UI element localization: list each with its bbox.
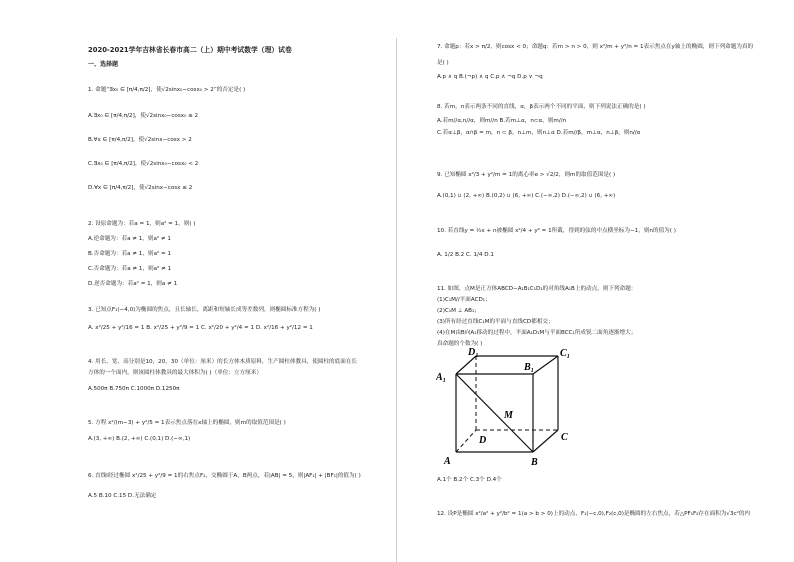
question-q10-stem: 10. 若直线y = ½x + n被椭圆 x²/4 + y² = 1所截，得到的弦的中点横坐标为−1，则n的值为( ) xyxy=(437,228,676,234)
question-q4-stem: 4. 用长、宽、高分别是10，20，30（单位：厘米）的长方体木质原料，生产圆柱体教具，使圆柱的底面在长 xyxy=(88,359,358,365)
question-q9-line: A.(0,1) ∪ (2, +∞) B.(0,2) ∪ (6, +∞) C.(−∞,2) D.(−∞,2) ∪ (6, +∞) xyxy=(437,193,616,199)
question-q11-line: (4)在M由B向A₁移动的过程中，平面A₁D₁M与平面BCC₁所成锐二面角逐渐增大； xyxy=(437,330,637,336)
question-q7-line: A.p ∧ q B.(¬p) ∧ q C.p ∧ ¬q D.p ∨ ¬q xyxy=(437,74,543,80)
question-q3-line: A. x²/25 + y²/16 = 1 B. x²/25 + y²/9 = 1 C. x²/20 + y²/4 = 1 D. x²/16 + y²/12 = 1 xyxy=(88,325,313,331)
label-b: B xyxy=(531,457,538,468)
question-q8-line: A.若m//α,n//α，则m//n B.若m⊥α，n⊂α，则m//n xyxy=(437,118,567,124)
question-q2-line: C.否命题为：若a ≠ 1，则a² ≠ 1 xyxy=(88,266,172,272)
question-q6-stem: 6. 直线l经过椭圆 x²/25 + y²/9 = 1的右焦点F₂，交椭圆于A，B两点，若|AB| = 5，则|AF₁| + |BF₁|的值为( ) xyxy=(88,473,361,479)
label-d: D xyxy=(479,435,487,446)
question-q10-line: A. 1/2 B.2 C. 1/4 D.1 xyxy=(437,252,494,258)
question-q9-stem: 9. 已知椭圆 x²/3 + y²/m = 1的离心率e > √2/2，则m的取值范围是( ) xyxy=(437,172,616,178)
label-a1: A₁ xyxy=(436,372,447,383)
edge-bc xyxy=(533,430,558,452)
label-c: C xyxy=(561,432,568,443)
edge-b1c1 xyxy=(533,356,558,374)
question-q1-line: A.∃x₀ ∈ [π/4,π/2]，使√2sinx₀−cosx₀ ≤ 2 xyxy=(88,113,199,119)
question-q4-line: 方体的一个面内，则该圆柱体教具的最大体积为( )（单位：立方厘米） xyxy=(88,370,262,376)
exam-title: 2020-2021学年吉林省长春市高二（上）期中考试数学（理）试卷 xyxy=(88,46,292,54)
question-q11-stem: 11. 如图，点M是正方体ABCD−A₁B₁C₁D₁的对角线A₁B上的动点，则下列命题： xyxy=(437,286,637,292)
question-q11-line: (1)C₁M//平面ACD₁； xyxy=(437,297,491,303)
question-q2-line: B.否命题为：若a ≠ 1，则a² = 1 xyxy=(88,251,172,257)
question-q11-line: (3)所有经过直线C₁M的平面与直线CD都相交； xyxy=(437,319,554,325)
question-q12-stem: 12. 设P是椭圆 x²/a² + y²/b² = 1(a > b > 0)上的动点，F₁(−c,0),F₂(c,0)是椭圆的左右焦点，若△PF₁F₂存在面积为√3c²的内 xyxy=(437,511,751,517)
question-q8-line: C.若α⊥β，α∩β = m，n ⊂ β，n⊥m，则n⊥α D.若m//β，m⊥α，n⊥β，则n//α xyxy=(437,130,641,136)
label-d1: D₁ xyxy=(468,348,479,358)
cube-figure xyxy=(436,348,586,473)
column-divider xyxy=(396,38,397,562)
question-q7-line: 是( ) xyxy=(437,60,449,66)
question-q1-stem: 1. 命题“∃x₀ ∈ [π/4,π/2]，使√2sinx₀−cosx₀ > 2”的否定是( ) xyxy=(88,87,246,93)
question-q2-line: D.逆否命题为：若a² = 1，则a ≠ 1 xyxy=(88,281,178,287)
question-q5-line: A.(3, +∞) B.(2, +∞) C.(0,1) D.(−∞,1) xyxy=(88,436,191,442)
label-m: M xyxy=(504,410,513,421)
question-q7-stem: 7. 命题p：若x > π/2，则cosx < 0；命题q：若m > n > 0，则 x²/m + y²/n = 1表示焦点在y轴上的椭圆，则下列命题为真的 xyxy=(437,44,754,50)
question-q2-stem: 2. 设原命题为：若a = 1，则a² = 1，则( ) xyxy=(88,221,196,227)
edge-a1d1 xyxy=(456,356,476,374)
label-a: A xyxy=(444,456,451,467)
hidden-edge-ad xyxy=(456,430,476,452)
question-q1-line: B.∀x ∈ [π/4,π/2]，使√2sinx−cosx > 2 xyxy=(88,137,192,143)
label-b1: B₁ xyxy=(524,362,535,373)
question-q1-line: C.∃x₀ ∈ [π/4,π/2]，使√2sinx₀−cosx₀ < 2 xyxy=(88,161,199,167)
section-heading: 一、选择题 xyxy=(88,61,119,68)
diagonal-a1b xyxy=(456,374,533,452)
question-q6-line: A.5 B.10 C.15 D.无法确定 xyxy=(88,493,157,499)
question-q1-line: D.∀x ∈ [π/4,π/2]，使√2sinx−cosx ≤ 2 xyxy=(88,185,193,191)
label-c1: C₁ xyxy=(560,348,571,359)
question-q5-stem: 5. 方程 x²/(m−3) + y²/5 = 1表示焦点落在x轴上的椭圆，则m的取值范围是( ) xyxy=(88,420,286,426)
question-q4-line: A.500π B.750π C.1000π D.1250π xyxy=(88,386,180,392)
question-q3-stem: 3. 已知点F₁(−4,0)为椭圆的焦点，且长轴长，离距和短轴长成等差数列，则椭圆标准方程为( ) xyxy=(88,307,321,313)
question-q2-line: A.逆命题为：若a ≠ 1，则a² ≠ 1 xyxy=(88,236,171,242)
question-q11-line: A.1个 B.2个 C.3个 D.4个 xyxy=(437,477,502,483)
question-q8-stem: 8. 若m，n表示两条不同的直线，α，β表示两个不同的平面，则下列说法正确的是( ) xyxy=(437,104,646,110)
question-q11-line: (2)C₁M ⊥ AB₁； xyxy=(437,308,480,314)
question-q11-line: 真命题的个数为( ) xyxy=(437,341,483,347)
